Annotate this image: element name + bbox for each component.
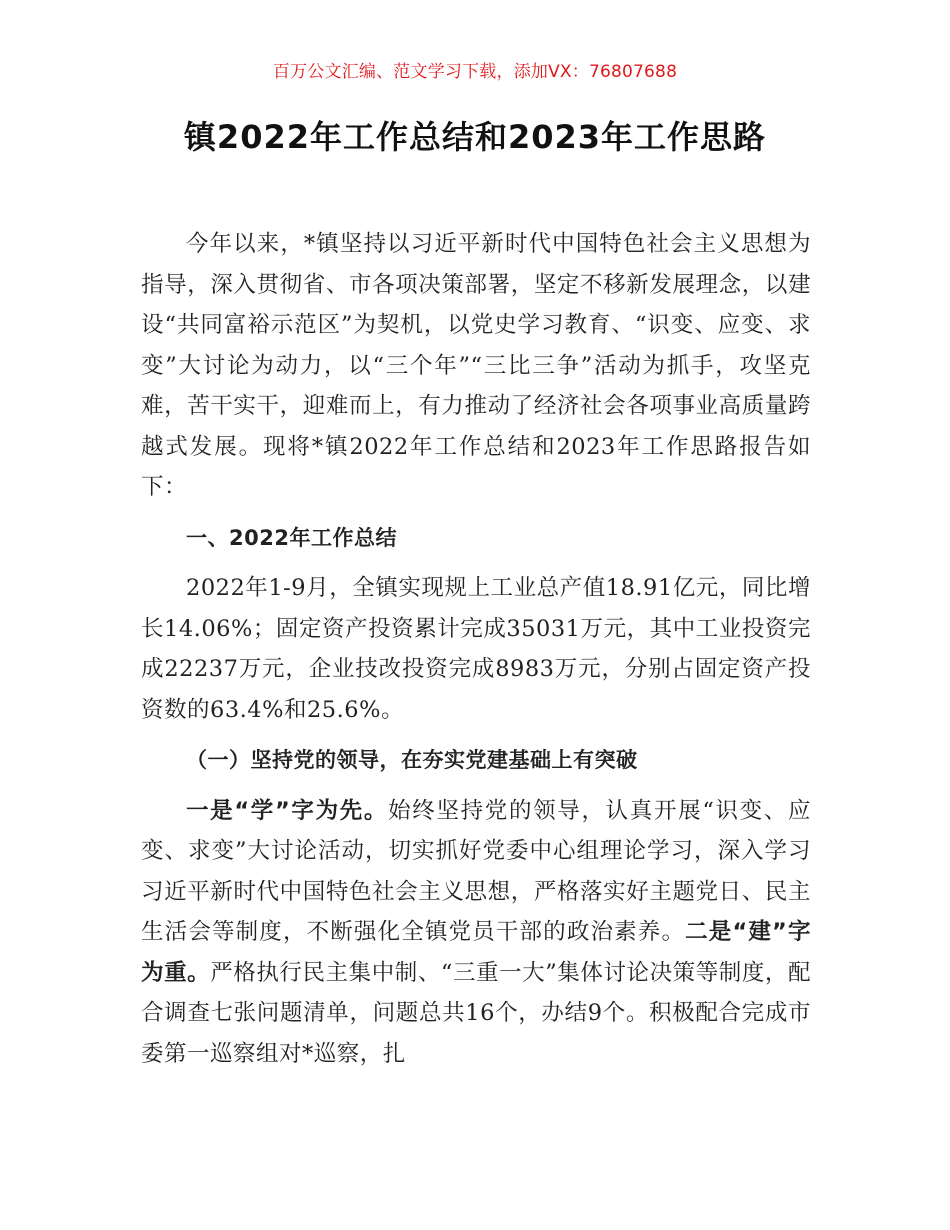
paragraph-gap — [141, 781, 811, 791]
document-title: 镇2022年工作总结和2023年工作思路 — [183, 118, 767, 156]
point-1-label: 一是“学”字为先。 — [186, 797, 389, 824]
point-1-text: 始终坚持党的领导，认真开展“识变、应变、求变”大讨论活动，切实抓好党委中心组理论学习，深入学习习近平新时代中国特色社会主义思想，严格落实好主题党日、民主生活会等制度，不断强化全镇党员干部的政治素养。 — [141, 797, 811, 945]
section-heading-1: 一、2022年工作总结 — [186, 525, 397, 550]
paragraph-gap — [141, 558, 811, 568]
document-body — [141, 224, 811, 1074]
subsection-heading-1: （一）坚持党的领导，在夯实党建基础上有突破 — [186, 748, 638, 772]
points-paragraph — [141, 791, 811, 1075]
intro-paragraph: 今年以来，*镇坚持以习近平新时代中国特色社会主义思想为指导，深入贯彻省、市各项决策部署，坚定不移新发展理念，以建设“共同富裕示范区”为契机，以党史学习教育、“识变、应变、求变”大讨论为动力，以“三个年”“三比三争”活动为抓手，攻坚克难，苦干实干，迎难而上，有力推动了经济社会各项事业高质量跨越式发展。现将*镇2022年工作总结和2023年工作思路报告如下： — [141, 231, 811, 500]
section-1-paragraph: 2022年1-9月，全镇实现规上工业总产值18.91亿元，同比增长14.06%；固定资产投资累计完成35031万元，其中工业投资完成22237万元，企业技改投资完成8983万元，分别占固定资产投资数的63.4%和25.6%。 — [141, 575, 811, 723]
point-2-label: 二是“建”字为重。 — [141, 919, 811, 986]
point-2-text: 严格执行民主集中制、“三重一大”集体讨论决策等制度，配合调查七张问题清单，问题总共16个，办结9个。积极配合完成市委第一巡察组对*巡察，扎 — [141, 959, 811, 1067]
paragraph-gap — [141, 508, 811, 518]
paragraph-gap — [141, 730, 811, 740]
watermark-banner: 百万公文汇编、范文学习下载，添加VX：76807688 — [272, 62, 678, 82]
